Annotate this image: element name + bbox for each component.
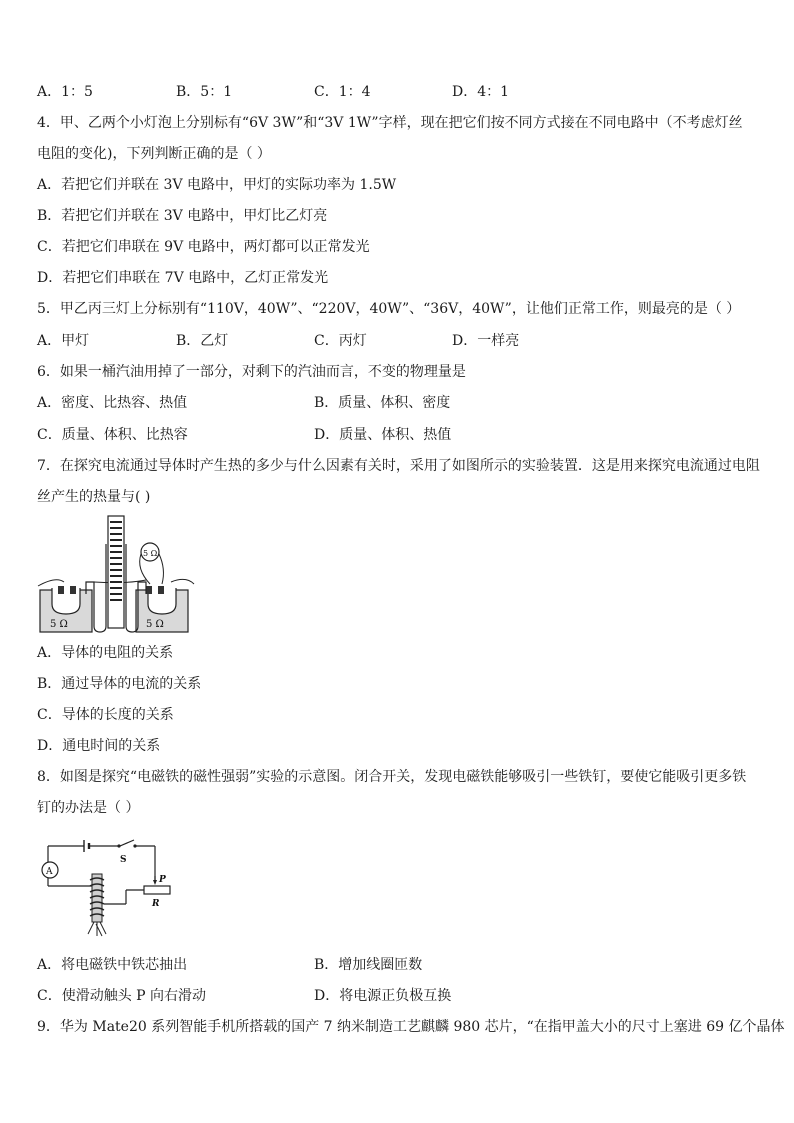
q8-option-b: B．增加线圈匝数 <box>314 957 423 973</box>
q7-figure-heating-apparatus <box>36 514 196 634</box>
q5-option-a: A．甲灯 <box>37 333 90 349</box>
q4-option-b: B．若把它们并联在 3V 电路中，甲灯比乙灯亮 <box>37 208 328 224</box>
q8-option-d: D．将电源正负极互换 <box>314 988 452 1004</box>
q8-slider-label: P <box>159 875 166 885</box>
q3-option-b: B．5：1 <box>176 84 233 100</box>
q8-switch-label: S <box>120 855 127 865</box>
q4-option-a: A．若把它们并联在 3V 电路中，甲灯的实际功率为 1.5W <box>37 177 397 193</box>
q8-rheostat-label: R <box>152 899 160 909</box>
q6-option-a: A．密度、比热容、热值 <box>37 395 188 411</box>
q4-stem-line1: 4．甲、乙两个小灯泡上分别标有“6V 3W”和“3V 1W”字样，现在把它们按不同方式接在不同电路中（不考虑灯丝 <box>37 115 743 131</box>
q7-option-c: C．导体的长度的关系 <box>37 707 174 723</box>
q8-option-c: C．使滑动触头 P 向右滑动 <box>37 988 207 1004</box>
q7-stem-line1: 7．在探究电流通过导体时产生热的多少与什么因素有关时，采用了如图所示的实验装置．这是用来探究电流通过电阻 <box>37 458 760 474</box>
q8-stem-line1: 8．如图是探究“电磁铁的磁性强弱”实验的示意图。闭合开关，发现电磁铁能够吸引一些铁钉，要使它能吸引更多铁 <box>37 769 747 785</box>
q5-stem: 5．甲乙丙三灯上分标别有“110V，40W”、“220V，40W”、“36V，40W”，让他们正常工作，则最亮的是（ ） <box>37 301 741 317</box>
q8-option-a: A．将电磁铁中铁芯抽出 <box>37 957 188 973</box>
q7-stem-line2: 丝产生的热量与( ) <box>37 489 151 505</box>
q8-stem-line2: 钉的办法是（ ） <box>37 800 140 816</box>
q7-option-a: A．导体的电阻的关系 <box>37 645 174 661</box>
q5-option-b: B．乙灯 <box>176 333 229 349</box>
q7-outer-resistor-label: 5 Ω <box>143 549 158 558</box>
q7-option-d: D．通电时间的关系 <box>37 738 161 754</box>
q5-option-c: C．丙灯 <box>314 333 367 349</box>
q4-stem-line2: 电阻的变化)，下列判断正确的是（ ） <box>37 146 271 162</box>
q3-option-d: D．4：1 <box>452 84 510 100</box>
q6-option-b: B．质量、体积、密度 <box>314 395 451 411</box>
q5-option-d: D．一样亮 <box>452 333 520 349</box>
q3-option-c: C．1：4 <box>314 84 371 100</box>
q6-option-d: D．质量、体积、热值 <box>314 427 452 443</box>
q7-left-resistor-label: 5 Ω <box>50 619 68 630</box>
q8-figure-electromagnet-circuit <box>40 838 175 938</box>
q7-option-b: B．通过导体的电流的关系 <box>37 676 202 692</box>
q9-stem-line1: 9．华为 Mate20 系列智能手机所搭载的国产 7 纳米制造工艺麒麟 980 芯片，“在指甲盖大小的尺寸上塞进 69 亿个晶体 <box>37 1019 785 1035</box>
q4-option-c: C．若把它们串联在 9V 电路中，两灯都可以正常发光 <box>37 239 370 255</box>
q6-stem: 6．如果一桶汽油用掉了一部分，对剩下的汽油而言，不变的物理量是 <box>37 364 466 380</box>
q8-ammeter-label: A <box>46 867 53 877</box>
q6-option-c: C．质量、体积、比热容 <box>37 427 188 443</box>
q3-option-a: A．1：5 <box>37 84 93 100</box>
q4-option-d: D．若把它们串联在 7V 电路中，乙灯正常发光 <box>37 270 329 286</box>
q7-right-resistor-label: 5 Ω <box>146 619 164 630</box>
